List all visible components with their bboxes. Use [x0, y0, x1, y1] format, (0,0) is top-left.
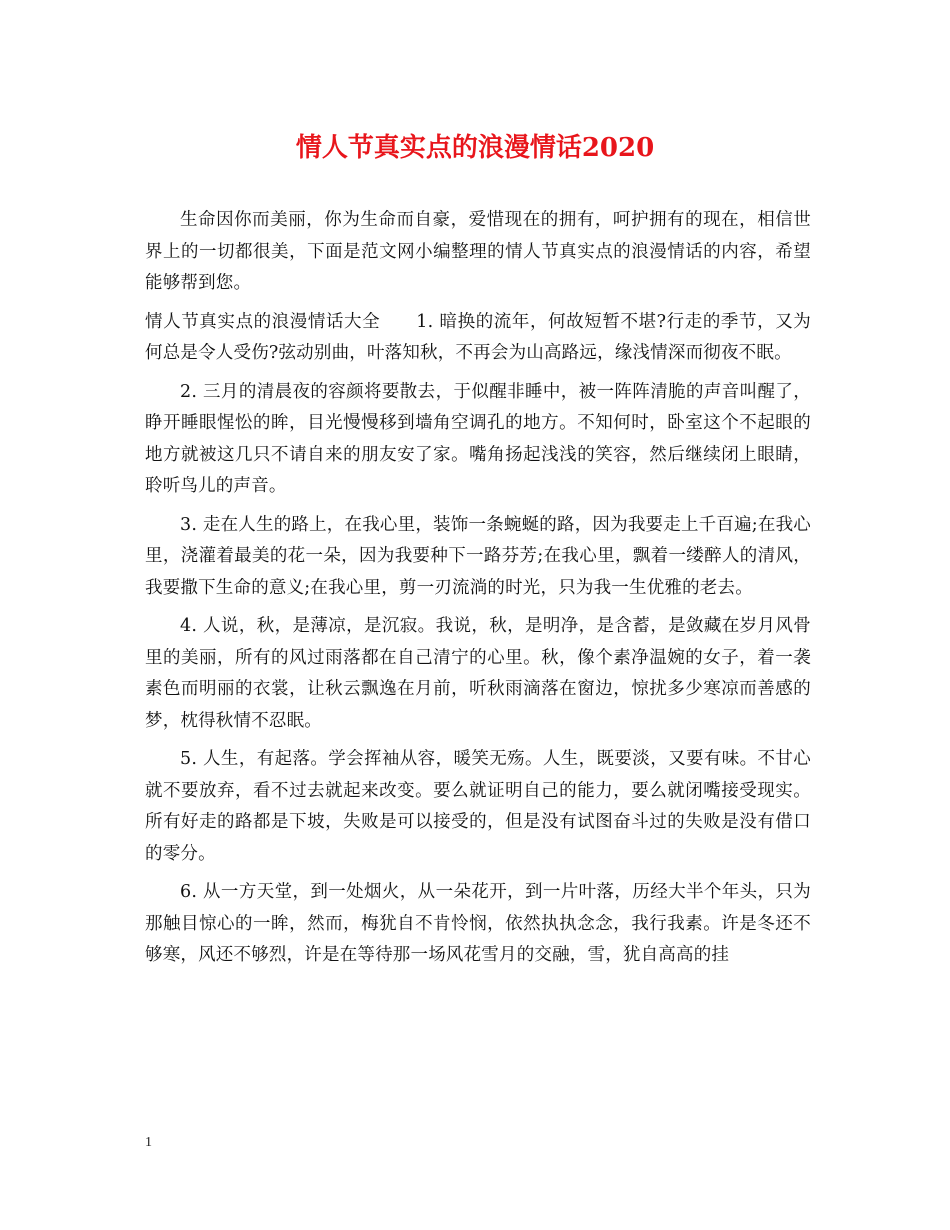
list-item-4: 4. 人说，秋，是薄凉，是沉寂。我说，秋，是明净，是含蓄，是敛藏在岁月风骨里的美丽，所有的风过雨落都在自己清宁的心里。秋，像个素净温婉的女子，着一袭素色而明丽的衣裳，让秋云飘逸在月前，听秋雨滴落在窗边，惊扰多少寒凉而善感的梦，枕得秋情不忍眠。 [145, 616, 811, 731]
section-heading: 情人节真实点的浪漫情话大全 [145, 311, 381, 332]
list-item-2: 2. 三月的清晨夜的容颜将要散去，于似醒非睡中，被一阵阵清脆的声音叫醒了，睁开睡眼惺忪的眸，目光慢慢移到墙角空调孔的地方。不知何时，卧室这个不起眼的地方就被这几只不请自来的朋友安了家。嘴角扬起浅浅的笑容，然后继续闭上眼睛，聆听鸟儿的声音。 [145, 381, 811, 496]
document-body [145, 205, 811, 979]
list-item-6: 6. 从一方天堂，到一处烟火，从一朵花开，到一片叶落，历经大半个年头，只为那触目惊心的一眸，然而，梅犹自不肯怜悯，依然执执念念，我行我素。许是冬还不够寒，风还不够烈，许是在等待那一场风花雪月的交融，雪，犹自高高的挂 [145, 882, 811, 965]
section-paragraph-1 [145, 307, 811, 370]
list-item-1: 1. 暗换的流年，何故短暂不堪?行走的季节，又为何总是令人受伤?弦动别曲，叶落知秋，不再会为山高路远，缘浅情深而彻夜不眠。 [145, 311, 811, 363]
document-title: 情人节真实点的浪漫情话2020 [295, 133, 655, 163]
list-item-5: 5. 人生，有起落。学会挥袖从容，暖笑无殇。人生，既要淡，又要有味。不甘心就不要放弃，看不过去就起来改变。要么就证明自己的能力，要么就闭嘴接受现实。所有好走的路都是下坡，失败是可以接受的，但是没有试图奋斗过的失败是没有借口的零分。 [145, 749, 811, 864]
list-item-3: 3. 走在人生的路上，在我心里，装饰一条蜿蜒的路，因为我要走上千百遍;在我心里，浇灌着最美的花一朵，因为我要种下一路芬芳;在我心里，飘着一缕醉人的清风，我要撒下生命的意义;在我心里，剪一刃流淌的时光，只为我一生优雅的老去。 [145, 514, 811, 598]
intro-paragraph: 生命因你而美丽，你为生命而自豪，爱惜现在的拥有，呵护拥有的现在，相信世界上的一切都很美，下面是范文网小编整理的情人节真实点的浪漫情话的内容，希望能够帮到您。 [145, 210, 811, 293]
page-number: 1 [145, 1135, 152, 1150]
